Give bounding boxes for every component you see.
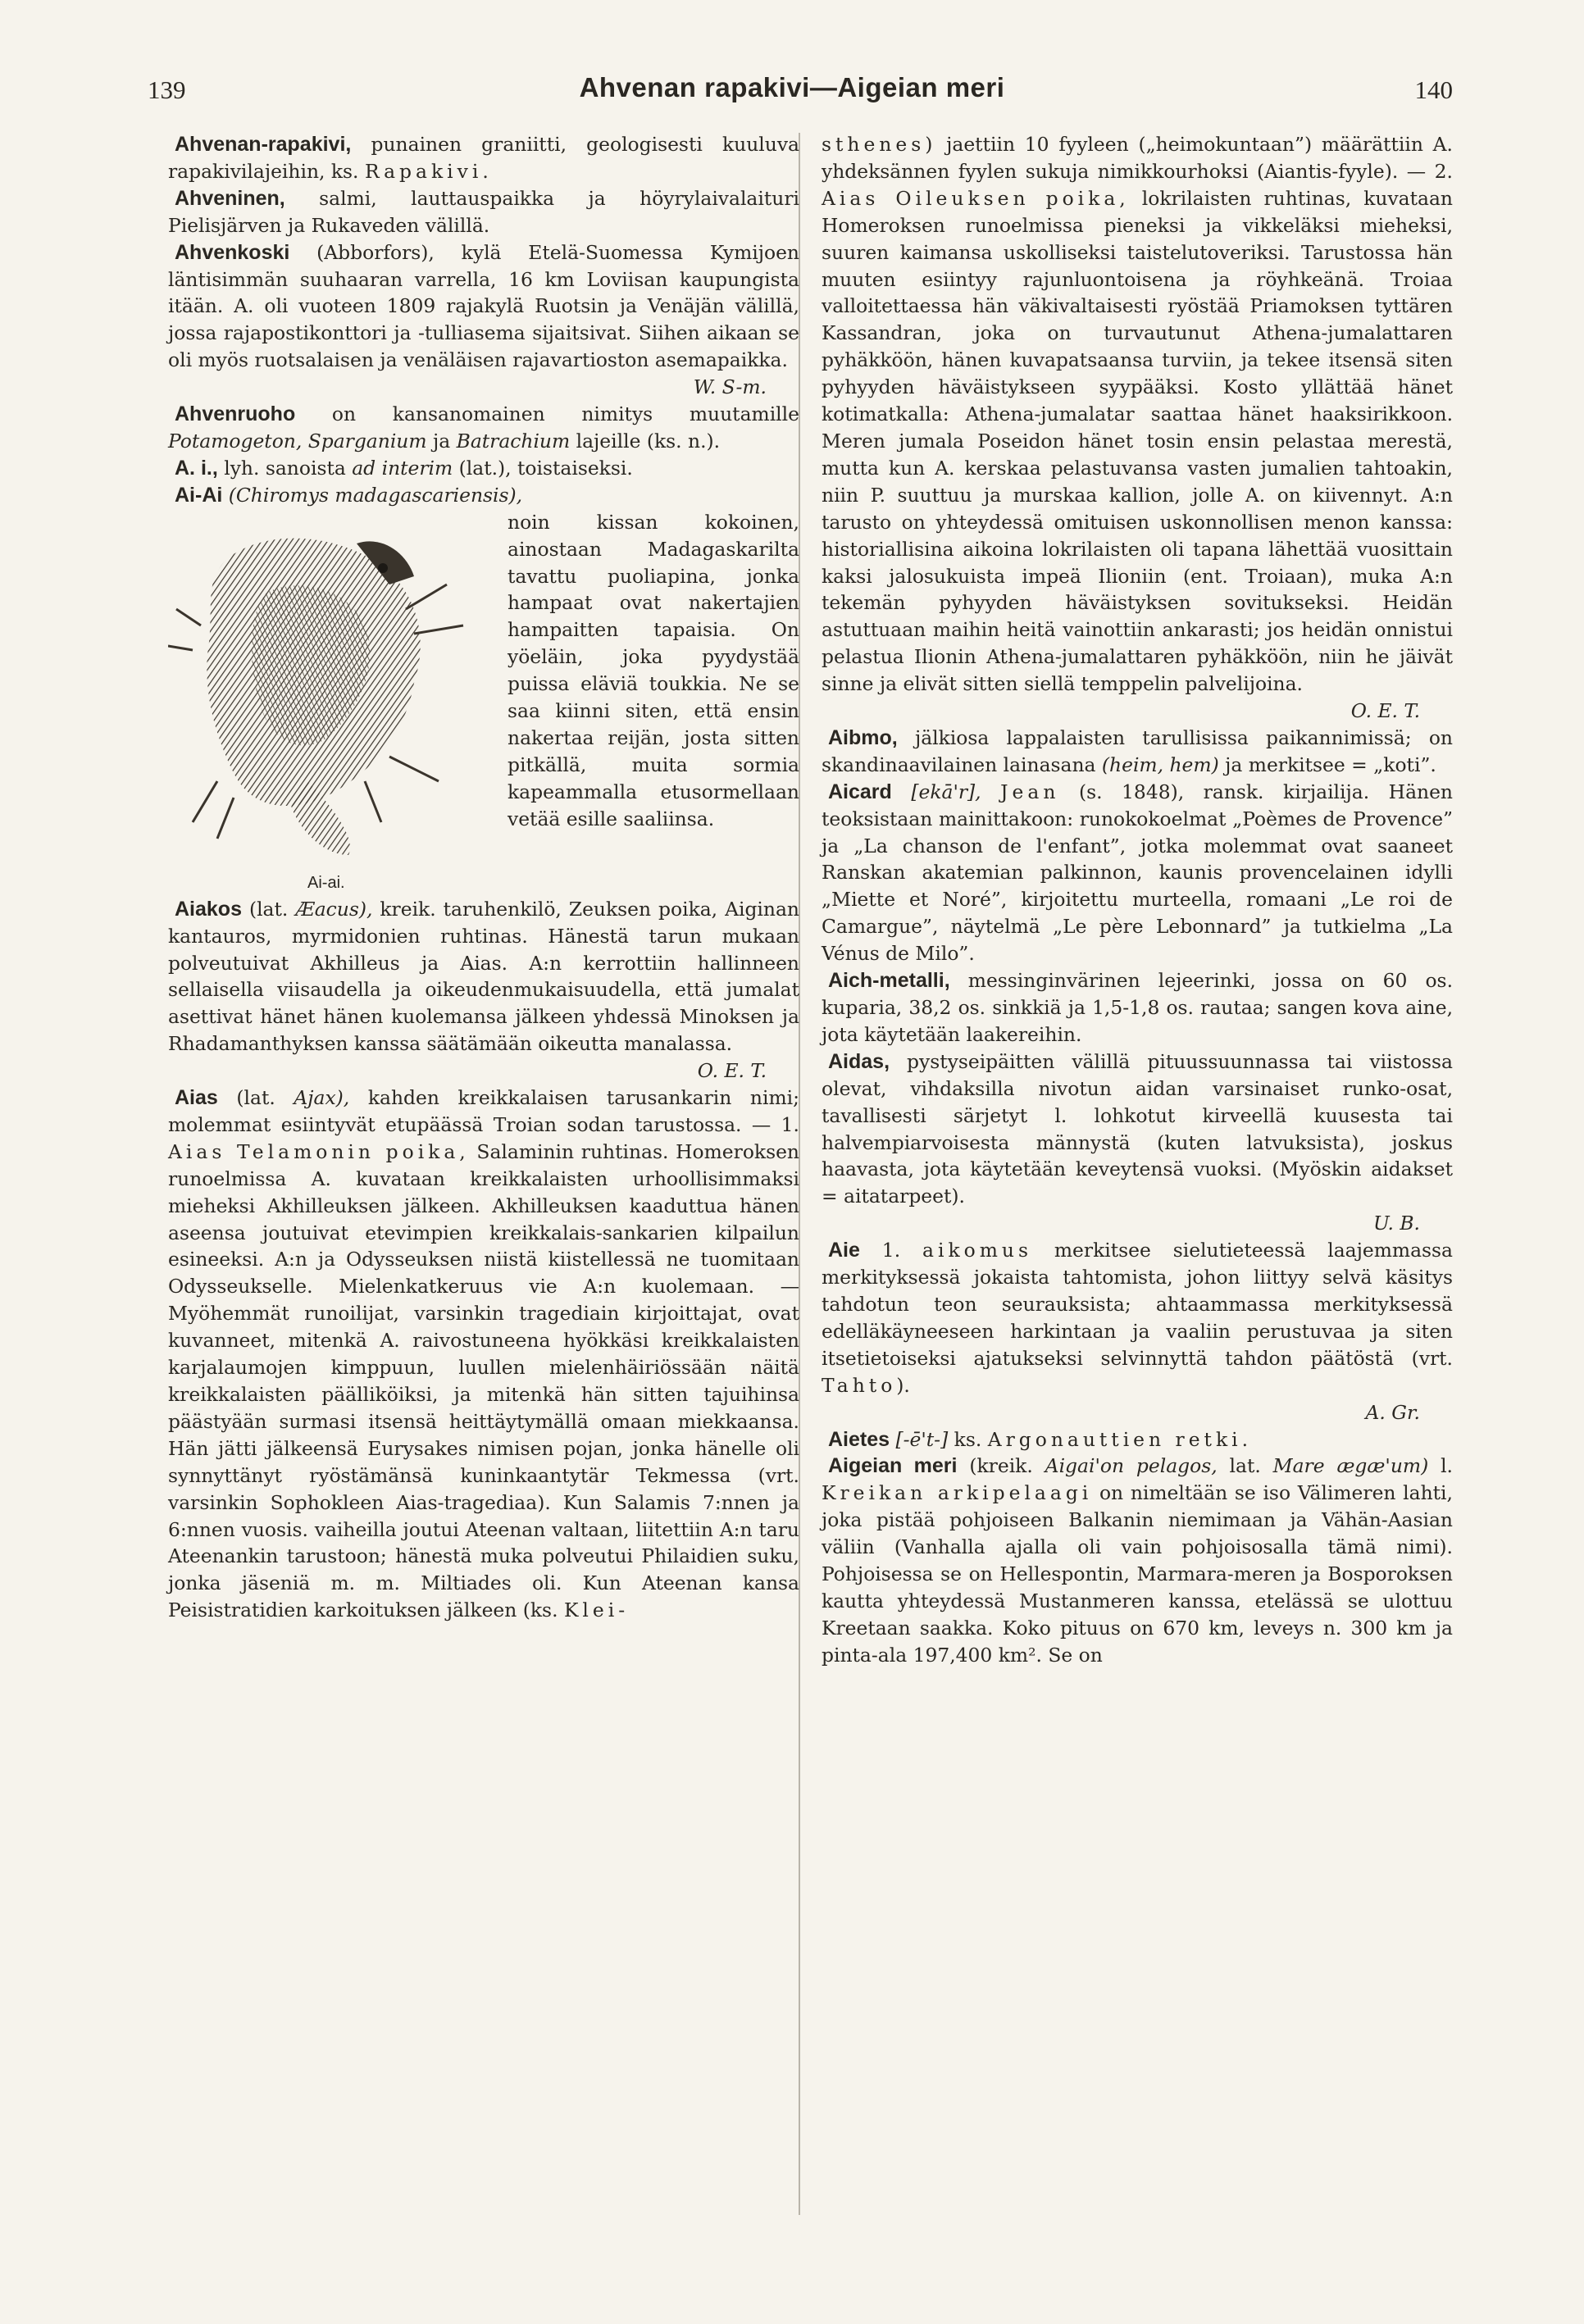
ai-ai-body: noin kissan kokoinen, ainostaan Madagaskarilta tavattu puoliapina, jonka hampaat ovat nakertajien hampaitten tapaisia. On yöeläin, joka pyydystää puissa eläviä toukkia. Ne se saa kiinni siten, että ensin nakertaa reijän, josta sitten pitkällä, muita sormia kapeammalla etusormellaan vetää esille saaliinsa. bbox=[508, 510, 799, 830]
entry-text: salmi, lauttauspaikka ja höyrylaivalaituri Pielisjärven ja Rukaveden välillä. bbox=[168, 186, 799, 237]
headword: Aietes bbox=[828, 1427, 890, 1451]
ai-ai-illustration bbox=[168, 511, 496, 896]
entry-aietes bbox=[822, 1426, 1453, 1453]
spaced-subheading: Aias Oileuksen poika, bbox=[822, 186, 1130, 210]
latin-term: Potamogeton, Sparganium bbox=[168, 429, 427, 453]
headword: Ahvenkoski bbox=[175, 240, 290, 264]
entry-text: lajeille (ks. n.). bbox=[570, 429, 721, 453]
entry-text: messinginvärinen lejeerinki, jossa on 60 os. kuparia, 38,2 os. sinkkiä ja 1,5-1,8 os. rautaa; sangen kova aine, jota käytetään laakereihin. bbox=[822, 969, 1453, 1046]
entry-text: on kansanomainen nimitys muutamille bbox=[295, 402, 799, 426]
entry-aias-continued bbox=[822, 131, 1453, 698]
headword: Aich-metalli, bbox=[828, 969, 950, 993]
entry-text: (lat. bbox=[241, 897, 296, 921]
cross-reference[interactable]: Argonauttien retki bbox=[987, 1427, 1242, 1451]
entry-ai-ai bbox=[168, 482, 799, 509]
author-signature: W. S-m. bbox=[693, 375, 767, 399]
cross-reference[interactable]: Klei- bbox=[563, 1599, 630, 1622]
entry-text: on nimeltään se iso Välimeren lahti, joka pistää pohjoiseen Balkanin niemimaan ja Vähän-Aasian väliin (Vanhalla ajalla oli vain pohjoisosalla tämä nimi). Pohjoisessa se on Hellespontin, Marmara-meren ja Bosporoksen kautta yhteydessä Mustanmeren kanssa, etelässä se ulottuu Kreetaan saakka. Koko pituus on 670 km, leveys n. 300 km ja pinta-ala 197,400 km². Se on bbox=[822, 1481, 1453, 1667]
entry-text: . bbox=[482, 159, 489, 183]
entry-aibmo bbox=[822, 725, 1453, 779]
entry-text: merkitsee sielutieteessä laajemmassa merkityksessä jokaista tahtomista, johon liittyy selvä käsitys tahdotun teon seurauksista; ahtaammassa merkityksessä edelläkäyneeseen harkintaan ja vaaliin perustuvaa ja siten itsetietoiseksi ajatukseksi selvinnyttä tahdon päätöstä (vrt. bbox=[822, 1239, 1453, 1370]
entry-text: lat. bbox=[1217, 1454, 1273, 1478]
entry-text: ja merkitsee = „koti”. bbox=[1218, 753, 1436, 776]
author-signature: O. E. T. bbox=[697, 1059, 767, 1083]
cross-reference[interactable]: sthenes) bbox=[822, 133, 937, 156]
author-signature: U. B. bbox=[1372, 1212, 1420, 1235]
entry-text: l. bbox=[1428, 1454, 1453, 1478]
latin-term: Aigai'on pelagos, bbox=[1045, 1454, 1218, 1478]
left-column bbox=[168, 131, 799, 1624]
entry-text: (kreik. bbox=[957, 1454, 1045, 1478]
headword: A. i., bbox=[175, 456, 218, 480]
author-signature: O. E. T. bbox=[1350, 699, 1420, 723]
entry-text: lokrilaisten ruhtinas, kuvataan Homeroksen runoelmissa pieneksi ja vikkeläksi mieheksi, suuren kaimansa uskolliseksi taistelutoveriksi. Tarustossa hän muuten esiintyy rajunluontoisena ja röyhkeänä. Troiaa valloitettaessa hän väkivaltaisesti ryöstää Priamoksen tyttären Kassandran, joka on turvautunut Athena-jumalattaren pyhäkköön, hänen kuvapatsaansa turviin, ja tekee itsensä siten pyhyyden häväistykseen syypääksi. Kosto yllättää hänet kotimatkalla: Athena-jumalatar saattaa hänet haaksirikkoon. Meren jumala Poseidon hänet tosin ensin pelastaa merestä, mutta kun A. kerskaa pelastuvansa vasten jumalien tahtoakin, niin P. suuttuu ja murskaa kallion, jolle A. on kiivennyt. A:n tarusto on yhteydessä omituisen uskonnollisen menon kanssa: historiallisina aikoina lokrilaisten oli tapana lähettää vuosittain kaksi jalosukuista impeä Ilioniin (ent. Troiaan), muka A:n tekemän pyhyyden häväistyksen sovitukseksi. Heidän astuttuaan maihin heitä vainottiin ankarasti; jos heidän onnistui pelastua Ilionin Athena-jumalattaren pyhäkköön, niin he jäivät sinne ja elivät sitten siellä temppelin palvelijoina. bbox=[822, 186, 1453, 696]
spaced-subheading: Aias Telamonin poika, bbox=[168, 1139, 470, 1163]
author-signature: A. Gr. bbox=[1365, 1400, 1420, 1424]
headword: Aiakos bbox=[175, 897, 242, 921]
spaced-name: Jean bbox=[1000, 780, 1060, 803]
right-column bbox=[822, 131, 1453, 1669]
latin-term: (Chiromys madagascariensis), bbox=[228, 483, 523, 507]
headword: Aicard bbox=[828, 780, 892, 803]
spaced-term: Kreikan arkipelaagi bbox=[822, 1481, 1093, 1505]
entry-text: jälkiosa lappalaisten tarullisissa paikannimissä; on skandinaavilainen lainasana bbox=[822, 725, 1453, 776]
latin-term: Æacus), bbox=[295, 897, 373, 921]
headword: Aidas, bbox=[828, 1049, 890, 1073]
entry-text: 1. bbox=[859, 1239, 923, 1262]
page-number-left: 139 bbox=[148, 75, 186, 104]
pronunciation: [ekā'r], bbox=[891, 780, 981, 803]
headword: Aibmo, bbox=[828, 725, 898, 749]
ai-ai-engraving bbox=[168, 511, 496, 863]
headword: Aie bbox=[828, 1239, 860, 1262]
entry-text: (lat.), toistaiseksi. bbox=[453, 456, 633, 480]
entry-text: (Abborfors), kylä Etelä-Suomessa Kymijoen läntisimmän suuhaaran varrella, 16 km Loviisan kaupungista itään. A. oli vuoteen 1809 rajakylä Ruotsin ja Venäjän välillä, jossa rajapostikonttori ja -tulliasema sijaitsivat. Siihen aikaan se oli myös ruotsalaisen ja venäläisen rajavartioston asemapaikka. bbox=[168, 240, 799, 372]
entry-text: jaettiin 10 fyyleen („heimokuntaan”) määrättiin A. yhdeksännen fyylen sukuja nimikkourhoksi (Aiantis-fyyle). — 2. bbox=[822, 133, 1453, 183]
headword: Aias bbox=[175, 1086, 218, 1110]
headword: Ahvenan-rapakivi, bbox=[175, 133, 352, 156]
entry-aias bbox=[168, 1085, 799, 1624]
entry-aie bbox=[822, 1237, 1453, 1398]
headword: Ai-Ai bbox=[175, 483, 223, 507]
entry-text: pystyseipäitten välillä pituussuunnassa tai viistossa olevat, vihdaksilla nivotun aidan varsinaiset runko-osat, tavallisesti särjetyt l. lohkotut kirveellä kuusesta tai halvempiarvoisesta männystä (kuten latvuksista), joskus haavasta, jota käytetään keveytensä vuoksi. (Myöskin aidakset = aitatarpeet). bbox=[822, 1049, 1453, 1208]
entry-text: punainen graniitti, geologisesti kuuluva rapakivilajeihin, ks. bbox=[168, 133, 799, 183]
entry-text: ks. bbox=[948, 1427, 988, 1451]
entry-text bbox=[981, 780, 1001, 803]
entry-text: . bbox=[1241, 1427, 1249, 1451]
entry-text: kreik. taruhenkilö, Zeuksen poika, Aiginan kantauros, myrmidonien ruhtinas. Hänestä tarun mukaan polveutuivat Akhilleus ja Aias. A:n kerrottiin hallinneen sellaisella viisaudella ja oikeudenmukaisuudella, että jumalat asettivat hänet hänen kuolemansa jälkeen yhdessä Minoksen ja Rhadamanthyksen kanssa säätämään oikeutta manalassa. bbox=[168, 897, 799, 1056]
entry-aidas bbox=[822, 1048, 1453, 1210]
page-header bbox=[98, 70, 1486, 115]
entry-text: (s. 1848), ransk. kirjailija. Hänen teoksistaan mainittakoon: runokokoelmat „Poèmes de Provence” ja „La chanson de l'enfant”, jotka molemmat ovat saaneet Ranskan akatemian palkinnon, kaunis provencelainen idylli „Miette et Noré”, kirjoitettu murteella, romaani „Le roi de Camargue”, näytelmä „Le père Lebonnard” ja tutkielma „La Vénus de Milo”. bbox=[822, 780, 1453, 966]
entry-ai bbox=[168, 455, 799, 482]
running-title: Ahvenan rapakivi—Aigeian meri bbox=[579, 72, 1005, 102]
entry-aigeian-meri bbox=[822, 1453, 1453, 1668]
entry-text: ). bbox=[896, 1373, 910, 1397]
page-number-right: 140 bbox=[1414, 75, 1453, 104]
entry-aich-metalli bbox=[822, 967, 1453, 1048]
latin-term: (heim, hem) bbox=[1101, 753, 1219, 776]
entry-text: ja bbox=[426, 429, 457, 453]
spaced-term: aikomus bbox=[922, 1239, 1032, 1262]
entry-text: (lat. bbox=[217, 1086, 294, 1110]
headword: Aigeian meri bbox=[828, 1454, 958, 1478]
entry-text: lyh. sanoista bbox=[217, 456, 353, 480]
headword: Ahvenruoho bbox=[175, 402, 296, 426]
entry-text: Salaminin ruhtinas. Homeroksen runoelmissa A. kuvataan kreikkalaisten urhoollisimmaksi mieheksi Akhilleuksen jälkeen. Akhilleuksen kaaduttua hänen aseensa joutuivat etevimpien kreikkalais-sankarien kilpailun esineeksi. A:n ja Odysseuksen niistä kiistellessä ne tuomitaan Odysseukselle. Mielenkatkeruus vie A:n kuolemaan. — Myöhemmät runoilijat, varsinkin tragediain kirjoittajat, ovat kuvanneet, mitenkä A. raivostuneena hyökkäsi kreikkalaisten karjalaumojen kimppuun, luullen mielenhäiriössään näitä kreikkalaisten päälliköiksi, ja mitenkä hän sitten tajuihinsa päästyään surmasi itsensä heittäytymällä omaan miekkaansa. Hän jätti jälkeensä Eurysakes nimisen pojan, jonka hänelle oli synnyttänyt ryöstämänsä kuninkaantytär Tekmessa (vrt. varsinkin Sophokleen Aias-tragediaa). Kun Salamis 7:nnen ja 6:nnen vuosis. vaiheilla joutui Ateenan valtaan, liitettiin A:n taru Ateenankin tarustoon; hänestä muka polveutui Philaidien suku, jonka jäseniä m. m. Miltiades oli. Kun Ateenan kansa Peisistratidien karkoituksen jälkeen (ks. bbox=[168, 1139, 799, 1622]
entry-text: kahden kreikkalaisen tarusankarin nimi; molemmat esiintyvät etupäässä Troian sodan tarustossa. — 1. bbox=[168, 1086, 799, 1136]
entry-aicard bbox=[822, 779, 1453, 967]
headword: Ahveninen, bbox=[175, 186, 285, 210]
latin-term: ad interim bbox=[352, 456, 453, 480]
cross-reference[interactable]: Rapakivi bbox=[364, 159, 483, 183]
latin-term: Mare ægæ'um) bbox=[1272, 1454, 1429, 1478]
entry-ahveninen bbox=[168, 185, 799, 239]
cross-reference[interactable]: Tahto bbox=[822, 1373, 897, 1397]
entry-ahvenruoho bbox=[168, 401, 799, 455]
figure-caption: Ai-ai. bbox=[307, 873, 345, 892]
entry-ahvenkoski bbox=[168, 239, 799, 375]
latin-term: Batrachium bbox=[456, 429, 571, 453]
pronunciation: [-ē't-] bbox=[890, 1427, 949, 1451]
latin-term: Ajax), bbox=[294, 1086, 350, 1110]
entry-ahvenan-rapakivi bbox=[168, 131, 799, 185]
entry-aiakos bbox=[168, 896, 799, 1057]
